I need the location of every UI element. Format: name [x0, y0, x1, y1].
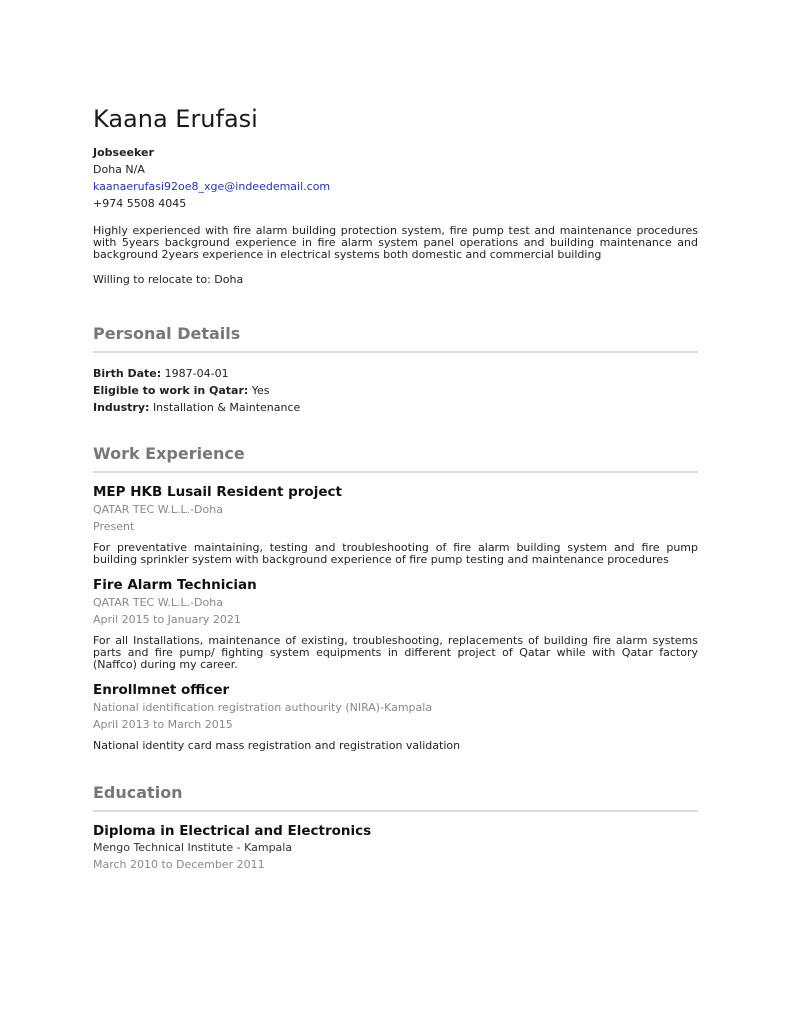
job-entry [93, 576, 698, 671]
education-school: Mengo Technical Institute - Kampala [93, 841, 293, 854]
detail-value: Installation & Maintenance [152, 401, 301, 414]
education-section [93, 783, 698, 873]
job-dates: Present [93, 520, 135, 533]
job-description: For preventative maintaining, testing and troubleshooting of fire alarm building system and fire pump building sprinkler system with background experience of fire pump testing and maintenance procedures [93, 541, 698, 566]
personal-details-list [93, 365, 698, 416]
detail-label: Birth Date: [93, 367, 162, 380]
job-company: QATAR TEC W.L.L.-Doha [93, 596, 223, 609]
candidate-phone: +974 5508 4045 [93, 197, 187, 210]
education-entry [93, 822, 698, 873]
summary-text: Highly experienced with fire alarm building protection system, fire pump test and maintenance procedures with 5years background experience in fire alarm system panel operations and building maintenance and background 2years experience in electrical systems both domestic and commercial building [93, 224, 698, 261]
work-experience-section [93, 444, 698, 752]
detail-birth-date [93, 365, 698, 382]
resume-content [93, 104, 698, 871]
job-description: For all Installations, maintenance of existing, troubleshooting, replacements of building fire alarm systems parts and fire pump/ fighting system equipments in different project of Qatar while with Qatar factory (Naffco) during my career. [93, 634, 698, 671]
section-divider [93, 471, 698, 473]
relocate-text: Willing to relocate to: Doha [93, 273, 244, 286]
personal-details-section [93, 324, 698, 416]
job-title: Enrollmnet officer [93, 682, 230, 698]
education-degree: Diploma in Electrical and Electronics [93, 823, 372, 839]
candidate-name: Kaana Erufasi [93, 105, 258, 133]
detail-industry [93, 399, 698, 416]
section-divider [93, 810, 698, 812]
section-title-work-experience: Work Experience [93, 444, 245, 463]
detail-label: Industry: [93, 401, 150, 414]
job-dates: April 2015 to January 2021 [93, 613, 241, 626]
job-entry [93, 681, 698, 752]
candidate-headline: Jobseeker [93, 146, 154, 159]
detail-value: Yes [251, 384, 270, 397]
job-title: Fire Alarm Technician [93, 577, 257, 593]
section-title-personal-details: Personal Details [93, 324, 241, 343]
section-title-education: Education [93, 783, 183, 802]
job-dates: April 2013 to March 2015 [93, 718, 233, 731]
education-dates: March 2010 to December 2011 [93, 858, 265, 871]
job-entry [93, 483, 698, 566]
job-company: National identification registration authourity (NIRA)-Kampala [93, 701, 433, 714]
job-description: National identity card mass registration and registration validation [93, 739, 461, 752]
candidate-location: Doha N/A [93, 163, 145, 176]
candidate-email-link[interactable]: kaanaerufasi92oe8_xge@indeedemail.com [93, 180, 331, 193]
detail-label: Eligible to work in Qatar: [93, 384, 249, 397]
detail-value: 1987-04-01 [164, 367, 229, 380]
detail-eligible-to-work [93, 382, 698, 399]
job-company: QATAR TEC W.L.L.-Doha [93, 503, 223, 516]
job-title: MEP HKB Lusail Resident project [93, 484, 342, 500]
section-divider [93, 351, 698, 353]
